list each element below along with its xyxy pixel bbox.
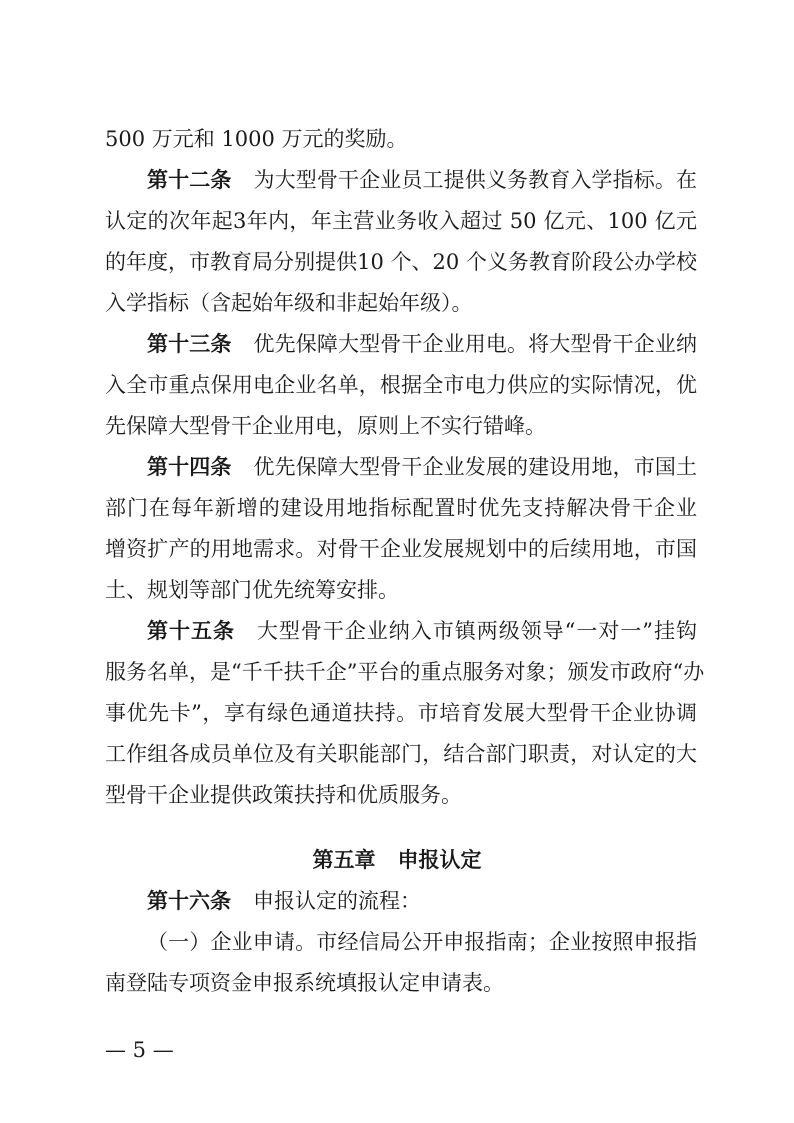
- paragraph-line: 工作组各成员单位及有关职能部门，结合部门职责，对认定的大: [105, 742, 697, 766]
- paragraph-line: 增资扩产的用地需求。对骨干企业发展规划中的后续用地，市国: [105, 537, 697, 561]
- paragraph-line: 第十二条 为大型骨干企业员工提供义务教育入学指标。在: [147, 167, 697, 192]
- chapter-number: 第五章: [312, 847, 376, 872]
- article-heading: 第十四条: [147, 454, 232, 479]
- paragraph-line: 第十五条 大型骨干企业纳入市镇两级领导“一对一”挂钩: [147, 618, 697, 643]
- article-heading: 第十三条: [147, 331, 232, 356]
- paragraph-line: 第十六条 申报认定的流程：: [147, 888, 421, 913]
- article-heading: 第十五条: [147, 618, 235, 643]
- paragraph-line: 事优先卡”，享有绿色通道扶持。市培育发展大型骨干企业协调: [105, 701, 697, 725]
- paragraph-line: 入全市重点保用电企业名单，根据全市电力供应的实际情况，优: [105, 373, 697, 397]
- paragraph-line: 土、规划等部门优先统筹安排。: [105, 578, 399, 602]
- chapter-heading: [0, 846, 794, 874]
- paragraph-line: 先保障大型骨干企业用电，原则上不实行错峰。: [105, 414, 546, 438]
- chapter-title: 申报认定: [397, 847, 482, 872]
- paragraph-line: 南登陆专项资金申报系统填报认定申请表。: [105, 971, 504, 995]
- paragraph-line: 入学指标（含起始年级和非起始年级）。: [105, 291, 473, 315]
- paragraph-line: 认定的次年起3年内，年主营业务收入超过 50 亿元、100 亿元: [105, 209, 697, 233]
- paragraph-line: （一）企业申请。市经信局公开申报指南；企业按照申报指: [147, 930, 697, 954]
- paragraph-line: 部门在每年新增的建设用地指标配置时优先支持解决骨干企业: [105, 496, 697, 520]
- article-heading: 第十二条: [147, 167, 232, 192]
- page-number: — 5 —: [105, 1038, 174, 1062]
- paragraph-line: 服务名单，是“千千扶千企”平台的重点服务对象；颁发市政府“办: [105, 660, 705, 684]
- paragraph-line: 第十三条 优先保障大型骨干企业用电。将大型骨干企业纳: [147, 331, 697, 356]
- paragraph-line: 第十四条 优先保障大型骨干企业发展的建设用地，市国土: [147, 454, 697, 479]
- paragraph-line: 500 万元和 1000 万元的奖励。: [105, 127, 408, 151]
- paragraph-line: 的年度，市教育局分别提供10 个、20 个义务教育阶段公办学校: [105, 250, 697, 274]
- article-heading: 第十六条: [147, 888, 231, 913]
- paragraph-line: 型骨干企业提供政策扶持和优质服务。: [105, 783, 462, 807]
